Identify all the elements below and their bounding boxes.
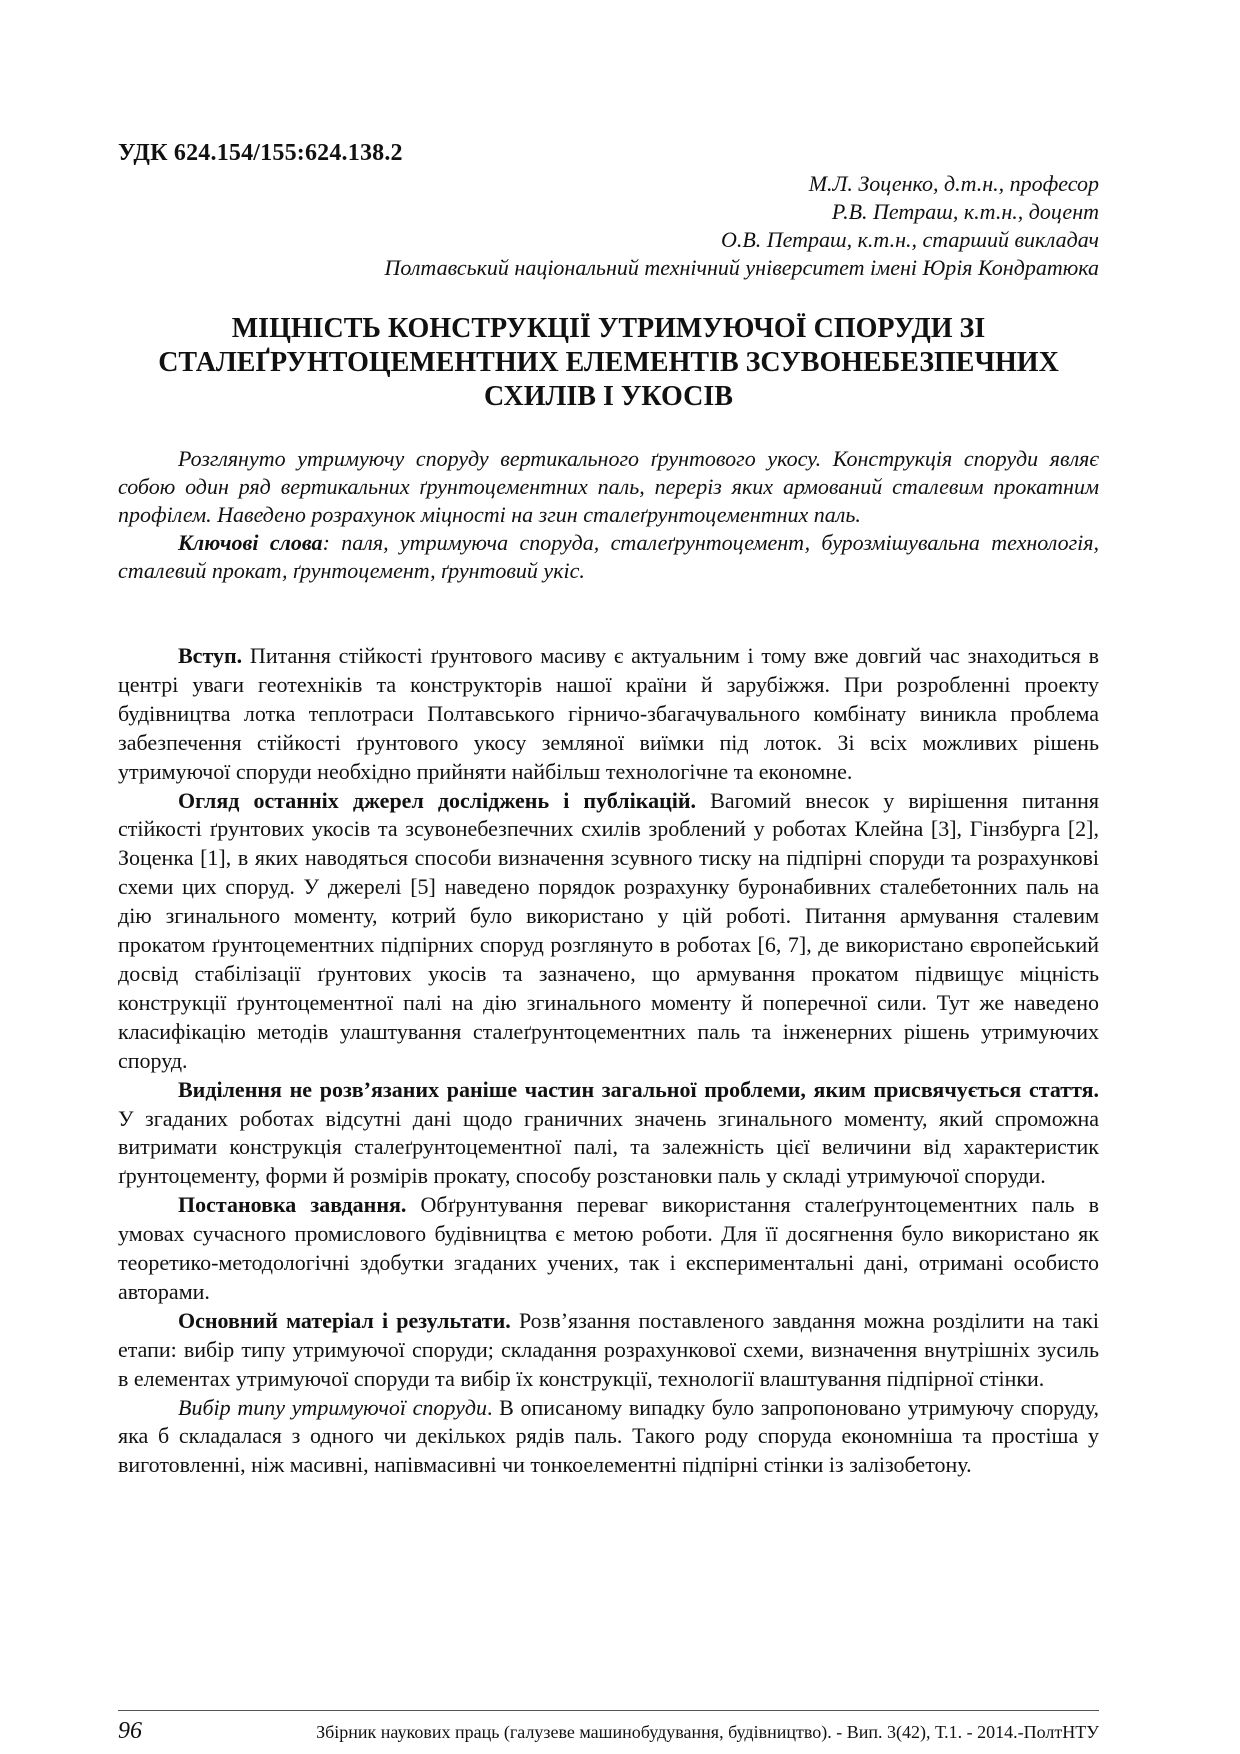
journal-citation: Збірник наукових праць (галузеве машинобудування, будівництво). - Вип. 3(42), Т.1. - 2014.-ПолтНТУ [316,1722,1099,1742]
main-paragraph [118,1307,1099,1394]
keywords-list: : паля, утримуюча споруда, сталеґрунтоцемент, бурозмішувальна технологія, сталевий прокат, ґрунтоцемент, ґрунтовий укіс. [118,530,1099,583]
page-footer [118,1718,1099,1745]
main-text: Розв’язання поставленого завдання можна розділити на такі етапи: вибір типу утримуючої споруди; складання розрахункової схеми, визначення внутрішніх зусиль в елементах утримуючої споруди та вибір їх конструкції, технології влаштування підпірної стінки. [118,1307,1099,1391]
intro-text: Питання стійкості ґрунтового масиву є актуальним і тому вже довгий час знаходиться в центрі уваги геотехніків та конструкторів нашої країни й зарубіжжя. При розробленні проекту будівництва лотка теплотраси Полтавського гірничо-збагачувального комбінату виникла проблема забезпечення стійкості ґрунтового укосу земляної виїмки під лоток. Зі всіх можливих рішень утримуючої споруди необхідно прийняти найбільш технологічне та економне. [118,643,1099,784]
intro-heading: Вступ. [178,643,243,668]
title-line: СХИЛІВ І УКОСІВ [484,381,733,412]
unsolved-paragraph [118,1076,1099,1192]
choice-heading: Вибір типу утримуючої споруди [178,1394,487,1420]
author-block [384,170,1099,282]
author-line: М.Л. Зоценко, д.т.н., професор [808,171,1099,196]
abstract [118,445,1099,585]
choice-paragraph [118,1394,1099,1481]
unsolved-heading: Виділення не розв’язаних раніше частин загальної проблеми, яким присвячується стаття. [178,1076,1099,1102]
task-text: Обґрунтування переваг використання сталеґрунтоцементних паль в умовах сучасного промислового будівництва є метою роботи. Для її досягнення було використано як теоретико-методологічні здобутки згаданих учених, так і експериментальні дані, отримані особисто авторами. [118,1192,1099,1304]
review-paragraph [118,787,1099,1076]
intro-paragraph [118,642,1099,787]
task-paragraph [118,1191,1099,1307]
unsolved-text: У згаданих роботах відсутні дані щодо граничних значень згинального моменту, який спроможна витримати конструкція сталеґрунтоцементної палі, та залежність цієї величини від характеристик ґрунтоцементу, форми й розмірів прокату, способу розстановки паль у складі утримуючої споруди. [118,1105,1099,1189]
article-body [118,642,1099,1480]
main-heading: Основний матеріал і результати. [178,1307,511,1333]
review-text: Вагомий внесок у вирішення питання стійкості ґрунтових укосів та зсувонебезпечних схилів зроблений у роботах Клейна [3], Гінзбурга [2], Зоценка [1], в яких наводяться способи визначення зсувного тиску на підпірні споруди та розрахункові схеми цих споруд. У джерелі [5] наведено порядок розрахунку буронабивних сталебетонних паль на дію згинального моменту, котрий було використано у цій роботі. Питання армування сталевим прокатом ґрунтоцементних підпірних споруд розглянуто в роботах [6, 7], де використано європейський досвід стабілізації ґрунтових укосів та зазначено, що армування прокатом підвищує міцність конструкції ґрунтоцементної палі на дію згинального моменту й поперечної сили. Тут же наведено класифікацію методів улаштування сталеґрунтоцементних паль та інженерних рішень утримуючих споруд. [118,787,1099,1073]
choice-text: . В описаному випадку було запропоновано утримуючу споруду, яка б складалася з одного чи декількох рядів паль. Такого роду споруда економніша та простіша у виготовленні, ніж масивні, напівмасивні чи тонкоелементні підпірні стінки із залізобетону. [118,1394,1099,1478]
footer-divider [118,1710,1099,1711]
keywords-paragraph [118,529,1099,585]
author-line: Р.В. Петраш, к.т.н., доцент [831,199,1099,224]
keywords-label: Ключові слова [178,530,323,555]
abstract-text: Розглянуто утримуючу споруду вертикального ґрунтового укосу. Конструкція споруди являє собою один ряд вертикальних ґрунтоцементних паль, переріз яких армований сталевим прокатним профілем. Наведено розрахунок міцності на згин сталеґрунтоцементних паль. [118,446,1099,527]
task-heading: Постановка завдання. [178,1192,407,1218]
author-line: О.В. Петраш, к.т.н., старший викладач [720,227,1099,252]
title-line: МІЦНІСТЬ КОНСТРУКЦІЇ УТРИМУЮЧОЇ СПОРУДИ ЗІ [231,313,986,344]
affiliation: Полтавський національний технічний університет імені Юрія Кондратюка [384,255,1099,280]
paper-title [118,312,1099,414]
udk-code: УДК 624.154/155:624.138.2 [118,140,403,166]
title-line: СТАЛЕҐРУНТОЦЕМЕНТНИХ ЕЛЕМЕНТІВ ЗСУВОНЕБЕЗПЕЧНИХ [158,347,1059,378]
page-number: 96 [118,1718,142,1744]
review-heading: Огляд останніх джерел досліджень і публікацій. [178,787,697,813]
